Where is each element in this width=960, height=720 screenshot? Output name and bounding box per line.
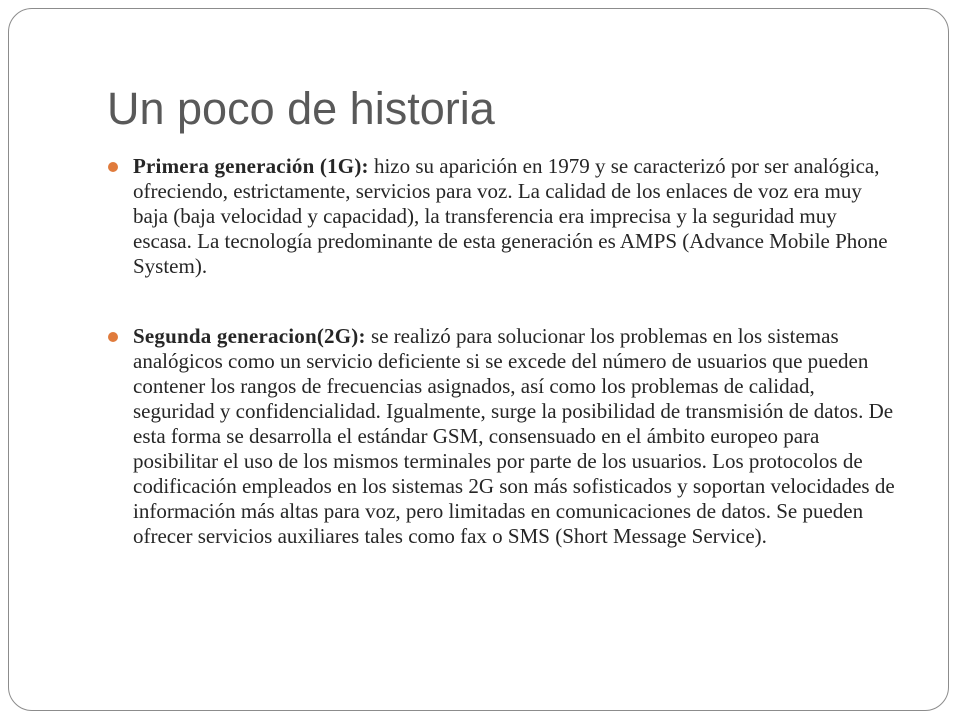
bullet-dot-icon	[108, 162, 118, 172]
bullet-heading: Segunda generacion(2G):	[133, 324, 366, 348]
bullet-dot-icon	[108, 332, 118, 342]
bullet-text: hizo su aparición en 1979 y se caracterizó por ser analógica, ofreciendo, estrictamente, servicios para voz. La calidad de los enlaces de voz era muy baja (baja velocidad y capacidad), la transferencia era imprecisa y la seguridad muy escasa. La tecnología predominante de esta generación es AMPS (Advance Mobile Phone System).	[133, 154, 888, 278]
bullet-item-1g	[107, 154, 897, 279]
bullet-heading: Primera generación (1G):	[133, 154, 369, 178]
bullet-item-2g	[107, 324, 897, 549]
bullet-list	[107, 154, 897, 549]
slide-title: Un poco de historia	[107, 83, 495, 134]
bullet-text: se realizó para solucionar los problemas en los sistemas analógicos como un servicio deficiente si se excede del número de usuarios que pueden contener los rangos de frecuencias asignados, así como los problemas de calidad, seguridad y confidencialidad. Igualmente, surge la posibilidad de transmisión de datos. De esta forma se desarrolla el estándar GSM, consensuado en el ámbito europeo para posibilitar el uso de los mismos terminales por parte de los usuarios. Los protocolos de codificación empleados en los sistemas 2G son más sofisticados y soportan velocidades de información más altas para voz, pero limitadas en comunicaciones de datos. Se pueden ofrecer servicios auxiliares tales como fax o SMS (Short Message Service).	[133, 324, 895, 548]
